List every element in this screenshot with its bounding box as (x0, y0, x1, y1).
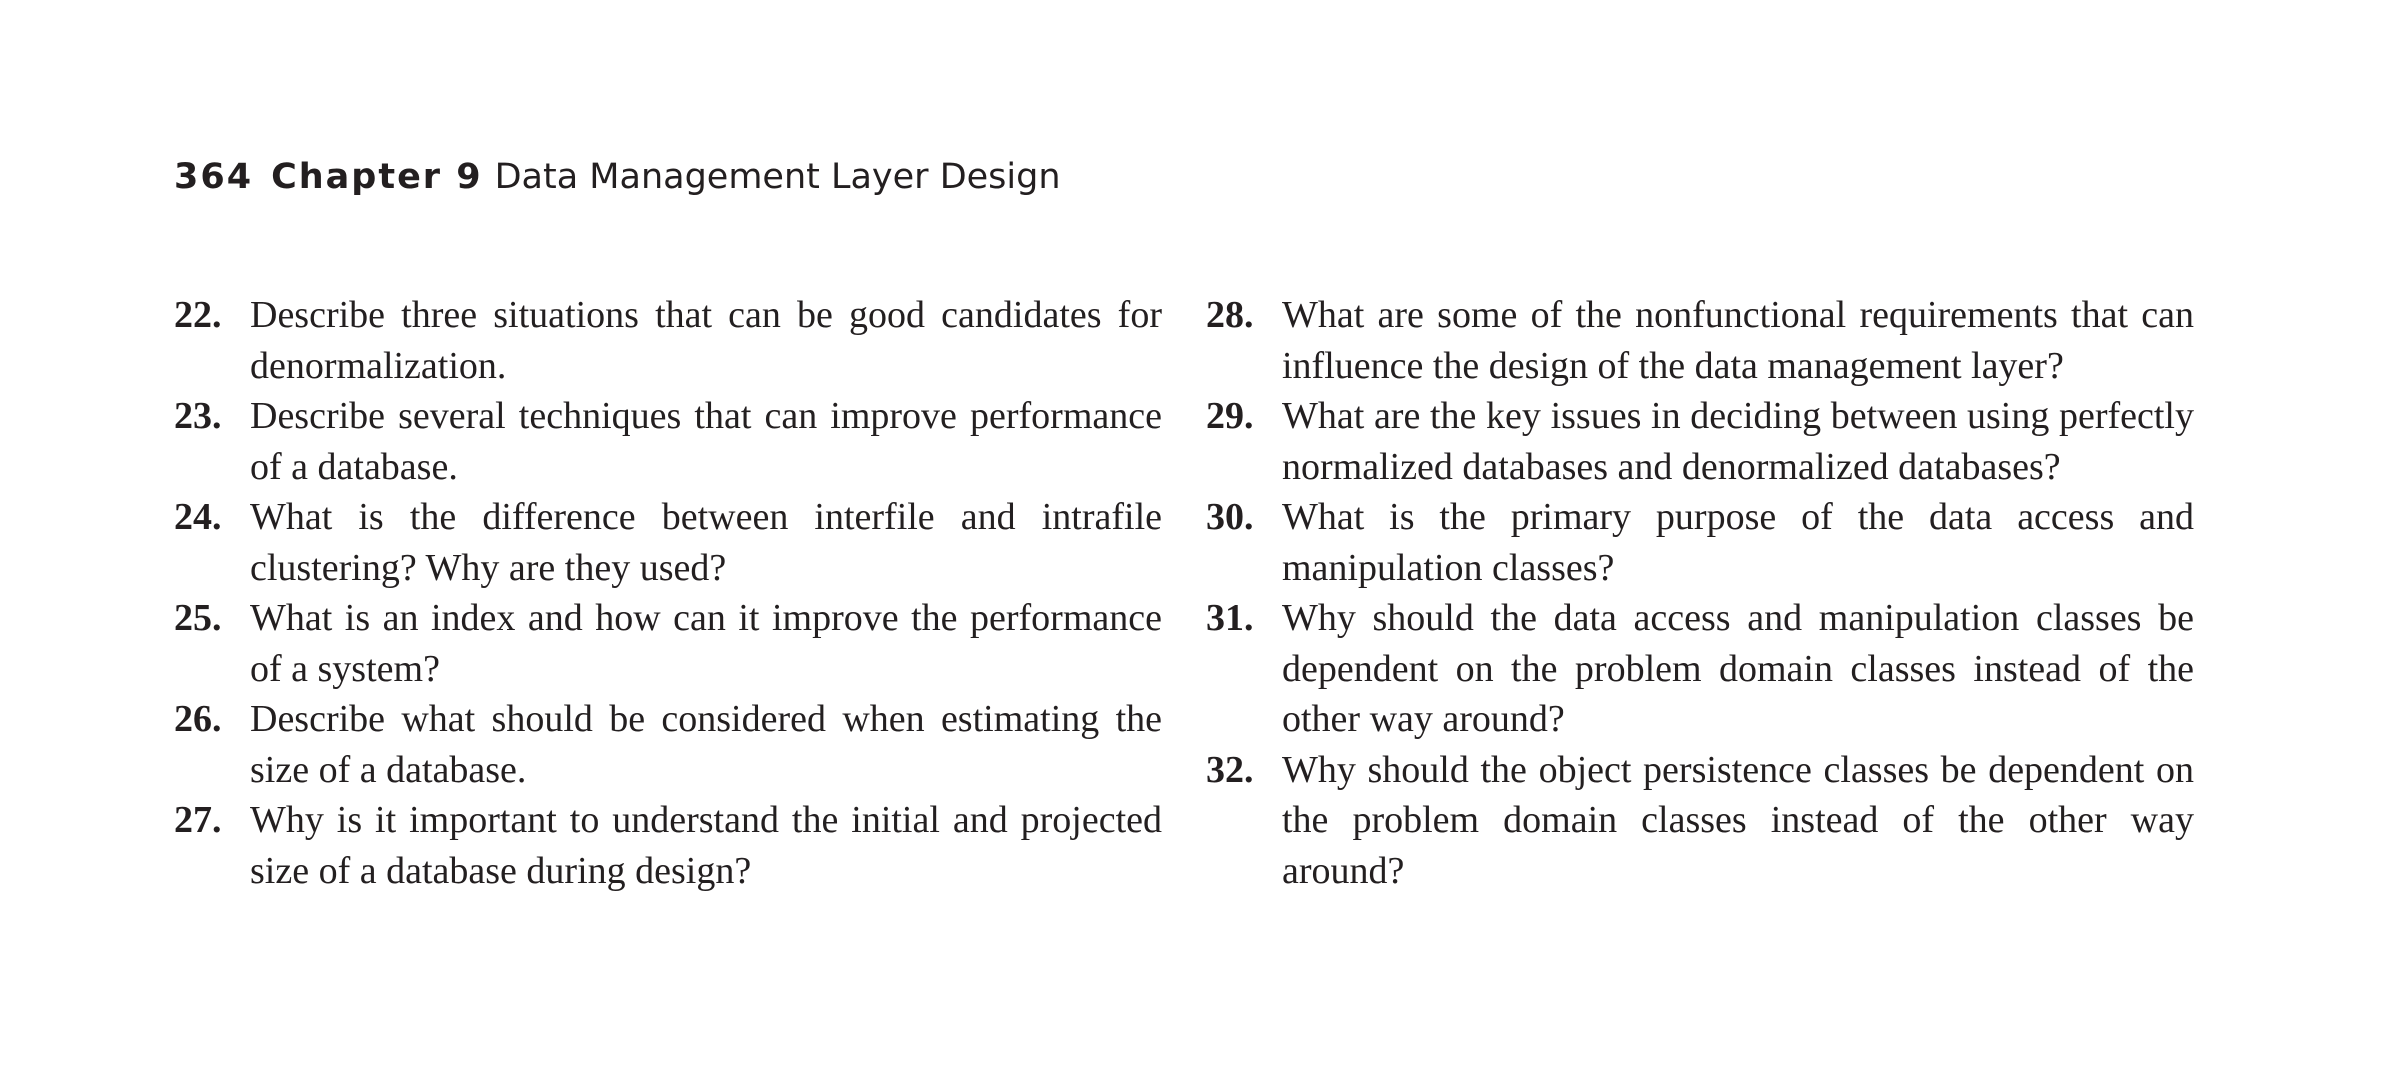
question-item (174, 391, 1162, 492)
question-item (174, 795, 1162, 896)
question-item (174, 492, 1162, 593)
question-number: 22. (174, 294, 222, 336)
question-text: What are the key issues in deciding between using perfectly normalized databases and denormalized databases? (1282, 395, 2194, 488)
question-item (1206, 290, 2194, 391)
question-item (1206, 391, 2194, 492)
question-number: 26. (174, 698, 222, 740)
question-text: Why is it important to understand the initial and projected size of a database during design? (250, 799, 1162, 892)
questions-right-column (1206, 290, 2194, 896)
question-text: Why should the object persistence classes be dependent on the problem domain classes instead of the other way around? (1282, 748, 2194, 892)
question-number: 27. (174, 799, 222, 841)
question-text: What is an index and how can it improve the performance of a system? (250, 597, 1162, 690)
question-number: 31. (1206, 597, 1254, 639)
question-number: 28. (1206, 294, 1254, 336)
question-text: Describe what should be considered when estimating the size of a database. (250, 698, 1162, 791)
question-text: Why should the data access and manipulation classes be dependent on the problem domain classes instead of the other way around? (1282, 597, 2194, 740)
question-text: What is the primary purpose of the data access and manipulation classes? (1282, 496, 2194, 589)
question-number: 32. (1206, 748, 1254, 791)
question-item (174, 694, 1162, 795)
question-text: Describe three situations that can be good candidates for denormalization. (250, 294, 1162, 387)
question-text: What are some of the nonfunctional requirements that can influence the design of the data management layer? (1282, 294, 2194, 387)
questions-left-column (174, 290, 1162, 896)
question-number: 29. (1206, 395, 1254, 437)
question-number: 24. (174, 496, 222, 538)
question-item (1206, 593, 2194, 745)
question-item (174, 593, 1162, 694)
chapter-label: Chapter 9 (271, 157, 483, 197)
question-text: Describe several techniques that can improve performance of a database. (250, 395, 1162, 488)
page-number: 364 (174, 157, 254, 197)
question-item (174, 290, 1162, 391)
question-text: What is the difference between interfile and intrafile clustering? Why are they used? (250, 496, 1162, 589)
running-head (174, 157, 1061, 197)
question-number: 23. (174, 395, 222, 437)
question-item (1206, 492, 2194, 593)
chapter-title: Data Management Layer Design (494, 157, 1061, 197)
question-number: 25. (174, 597, 222, 639)
question-item (1206, 745, 2194, 897)
question-number: 30. (1206, 496, 1254, 538)
